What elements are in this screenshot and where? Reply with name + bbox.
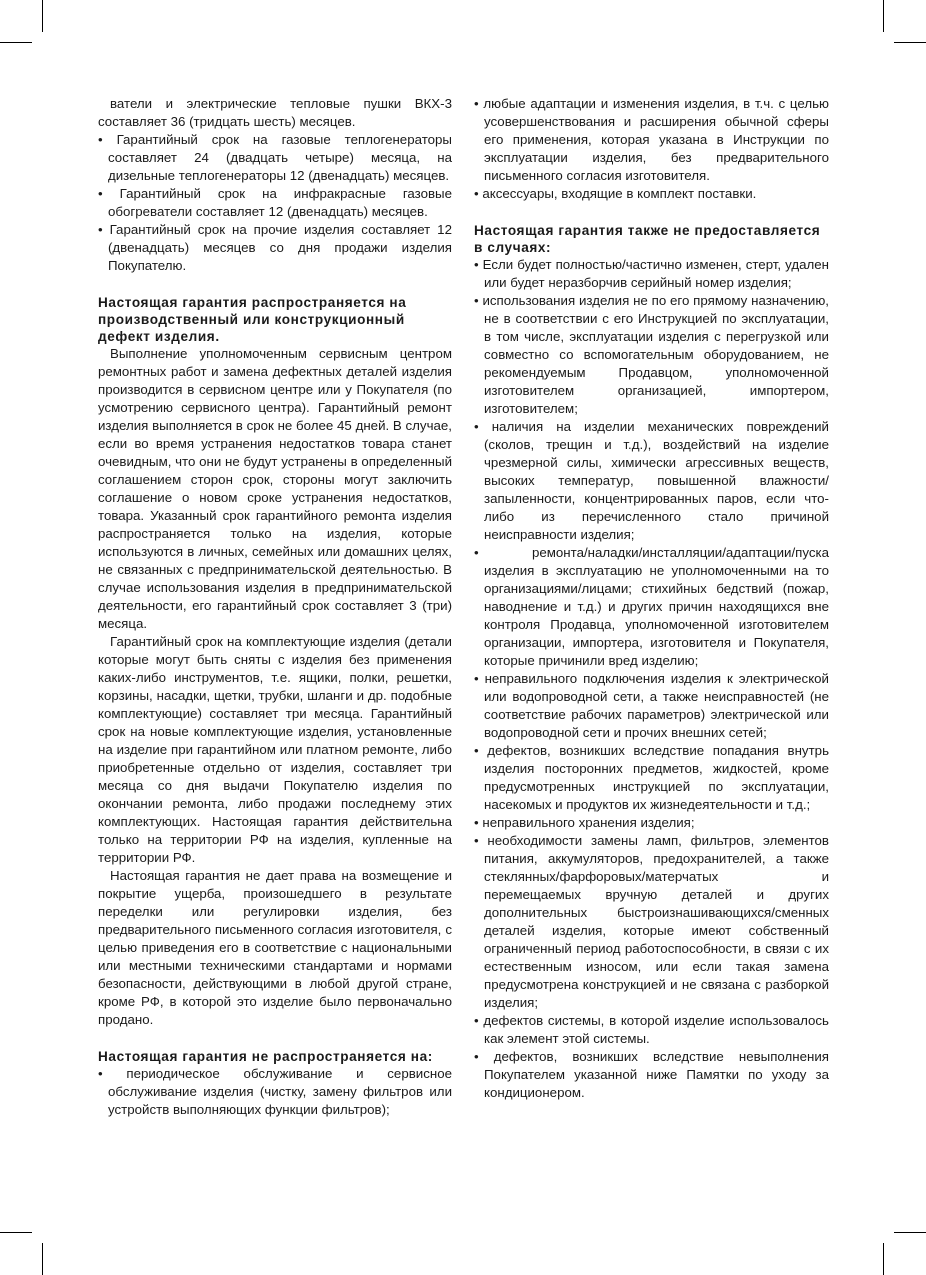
list-item: • Гарантийный срок на газовые теплогенераторы составляет 24 (двадцать четыре) месяца, на дизельные теплогенераторы 12 (двенадцать) месяцев. — [98, 131, 452, 185]
list-item: • ремонта/наладки/инсталляции/адаптации/пуска изделия в эксплуатацию не уполномоченными на то организациями/лицами; стихийных бедствий (пожар, наводнение и т.д.) и других причин находящихся вне контроля Продавца, уполномоченной изготовителем организации, импортера, изготовителя и Покупателя, которые причинили вред изделию; — [474, 544, 829, 670]
section-heading-applies: Настоящая гарантия распространяется на производственный или конструкционный дефект изделия. — [98, 295, 407, 344]
intro-continuation: ватели и электрические тепловые пушки ВКХ-3 составляет 36 (тридцать шесть) месяцев. — [98, 96, 452, 129]
crop-mark — [894, 1232, 926, 1233]
list-item: • дефектов, возникших вследствие попадания внутрь изделия посторонних предметов, жидкостей, кроме предусмотренных инструкцией по эксплуатации, насекомых и продуктов их жизнедеятельности и т.д.; — [474, 742, 829, 814]
crop-mark — [0, 42, 32, 43]
list-item: • неправильного хранения изделия; — [474, 814, 829, 832]
section-heading-not-applies: Настоящая гарантия не распространяется на: — [98, 1049, 433, 1064]
list-item: • Гарантийный срок на прочие изделия составляет 12 (двенадцать) месяцев со дня продажи изделия Покупателю. — [98, 221, 452, 275]
list-item: • неправильного подключения изделия к электрической или водопроводной сети, а также неисправностей (не соответствие рабочих параметров) электрической или водопроводной сети и прочих внешних сетей; — [474, 670, 829, 742]
crop-mark — [42, 1243, 43, 1275]
list-item: • дефектов системы, в которой изделие использовалось как элемент этой системы. — [474, 1012, 829, 1048]
crop-mark — [883, 0, 884, 32]
list-item: • периодическое обслуживание и сервисное обслуживание изделия (чистку, замену фильтров или устройств выполняющих функции фильтров); — [98, 1065, 452, 1119]
paragraph: Выполнение уполномоченным сервисным центром ремонтных работ и замена дефектных деталей изделия производится в сервисном центре или у Покупателя (по усмотрению сервисного центра). Гарантийный ремонт изделия выполняется в срок не более 45 дней. В случае, если во время устранения недостатков товара станет очевидным, что они не будут устранены в определенный соглашением сторон срок, стороны могут заключить соглашение о новом сроке устранения недостатков, товара. Указанный срок гарантийного ремонта изделия распространяется только на изделия, которые используются в личных, семейных или домашних целях, не связанных с предпринимательской деятельностью. В случае использования изделия в предпринимательской деятельности, его гарантийный срок составляет 3 (три) месяца. — [98, 346, 452, 631]
crop-mark — [0, 1232, 32, 1233]
list-item: • Если будет полностью/частично изменен, стерт, удален или будет неразборчив серийный номер изделия; — [474, 256, 829, 292]
crop-mark — [894, 42, 926, 43]
left-column — [98, 95, 452, 1119]
section-heading-cases: Настоящая гарантия также не предоставляется в случаях: — [474, 223, 821, 255]
crop-mark — [42, 0, 43, 32]
list-item: • необходимости замены ламп, фильтров, элементов питания, аккумуляторов, предохранителей, а также стеклянных/фарфоровых/матерчатых и перемещаемых вручную деталей и других дополнительных быстроизнашивающихся/сменных деталей изделия, которые имеют собственный ограниченный период работоспособности, в связи с их естественным износом, или если такая замена предусмотрена конструкцией и не связана с разборкой изделия; — [474, 832, 829, 1012]
list-item: • любые адаптации и изменения изделия, в т.ч. с целью усовершенствования и расширения обычной сферы его применения, которая указана в Инструкции по эксплуатации изделия, без предварительного письменного согласия изготовителя. — [474, 95, 829, 185]
list-item: • наличия на изделии механических повреждений (сколов, трещин и т.д.), воздействий на изделие чрезмерной силы, химически агрессивных веществ, высоких температур, повышенной влажности/запыленности, концентрированных паров, если что-либо из перечисленного стало причиной неисправности изделия; — [474, 418, 829, 544]
crop-mark — [883, 1243, 884, 1275]
list-item: • аксессуары, входящие в комплект поставки. — [474, 185, 829, 203]
right-column — [474, 95, 829, 1102]
list-item: • Гарантийный срок на инфракрасные газовые обогреватели составляет 12 (двенадцать) месяцев. — [98, 185, 452, 221]
paragraph: Настоящая гарантия не дает права на возмещение и покрытие ущерба, произошедшего в результате переделки или регулировки изделия, без предварительного письменного согласия изготовителя, с целью приведения его в соответствие с национальными или местными техническими стандартами и нормами безопасности, действующими в любой другой стране, кроме РФ, в которой это изделие было первоначально продано. — [98, 868, 452, 1027]
list-item: • использования изделия не по его прямому назначению, не в соответствии с его Инструкцией по эксплуатации, в том числе, эксплуатации изделия с перегрузкой или совместно со вспомогательным оборудованием, не рекомендуемым Продавцом, уполномоченной изготовителем организацией, импортером, изготовителем; — [474, 292, 829, 418]
list-item: • дефектов, возникших вследствие невыполнения Покупателем указанной ниже Памятки по уходу за кондиционером. — [474, 1048, 829, 1102]
paragraph: Гарантийный срок на комплектующие изделия (детали которые могут быть сняты с изделия без применения каких-либо инструментов, т.е. ящики, полки, решетки, корзины, насадки, щетки, трубки, шланги и др. подобные комплектующие) составляет три месяца. Гарантийный срок на новые комплектующие изделия, установленные на изделие при гарантийном или платном ремонте, либо приобретенные отдельно от изделия, составляет три месяца со дня выдачи Покупателю изделия по окончании ремонта, либо продажи последнему этих комплектующих. Настоящая гарантия действительна только на территории РФ на изделия, купленные на территории РФ. — [98, 634, 452, 865]
